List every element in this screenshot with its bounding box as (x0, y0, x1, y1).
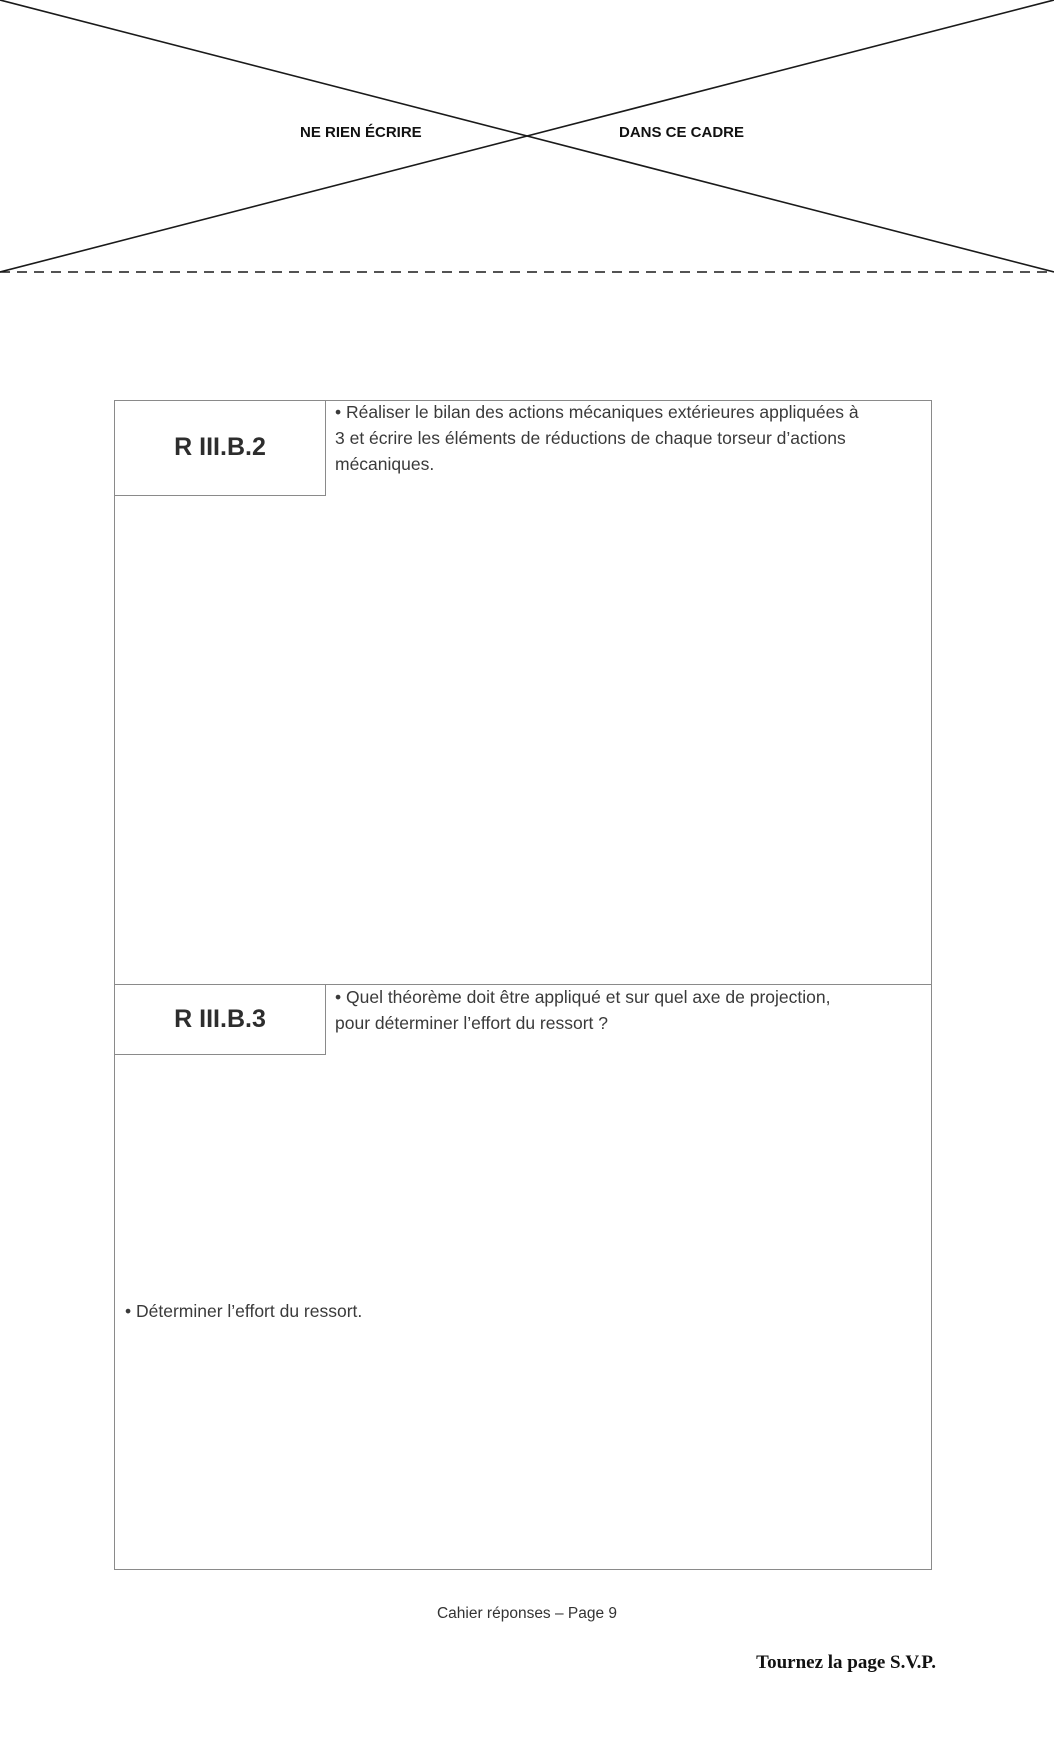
answer-area-r-iii-b-2[interactable] (120, 500, 926, 978)
question-label-r-iii-b-2: R III.B.2 (114, 400, 326, 496)
prompt-line: pour déterminer l’effort du ressort ? (335, 1013, 609, 1033)
prompt-line: 3 et écrire les éléments de réductions de chaque torseur d’actions (335, 428, 846, 448)
no-write-zone (0, 0, 1054, 280)
no-write-left-label: NE RIEN ÉCRIRE (300, 124, 422, 141)
prompt-line: • Quel théorème doit être appliqué et sur quel axe de projection, (335, 987, 831, 1007)
sub-prompt-spring-force: • Déterminer l’effort du ressort. (125, 1301, 363, 1321)
no-write-right-label: DANS CE CADRE (619, 124, 745, 141)
turn-page-note: Tournez la page S.V.P. (756, 1652, 936, 1673)
question-prompt-r-iii-b-3 (335, 984, 925, 1036)
question-prompt-r-iii-b-2 (335, 399, 925, 477)
answer-area-r-iii-b-3-theorem[interactable] (120, 1060, 926, 1290)
prompt-line: mécaniques. (335, 454, 435, 474)
page-number: Cahier réponses – Page 9 (436, 1605, 618, 1622)
answer-area-r-iii-b-3-force[interactable] (120, 1330, 926, 1565)
question-label-r-iii-b-3: R III.B.3 (114, 985, 326, 1055)
no-write-cross (0, 0, 1054, 280)
prompt-line: • Réaliser le bilan des actions mécaniques extérieures appliquées à (335, 402, 859, 422)
